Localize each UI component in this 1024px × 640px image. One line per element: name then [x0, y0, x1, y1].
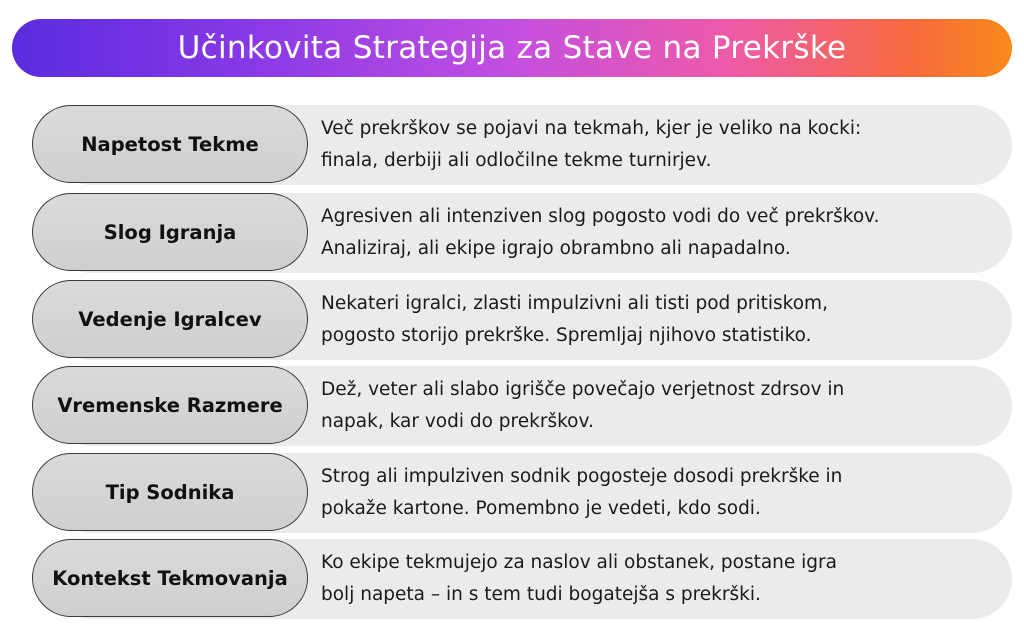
row-label-pill	[32, 280, 308, 358]
row-label-pill	[32, 366, 308, 444]
row-label: Vremenske Razmere	[57, 393, 283, 417]
description-line: Agresiven ali intenziven slog pogosto vodi do več prekrškov.	[321, 206, 880, 227]
row-label: Napetost Tekme	[81, 132, 259, 156]
page-title: Učinkovita Strategija za Stave na Prekrške	[177, 30, 847, 66]
description-line: napak, kar vodi do prekrškov.	[321, 411, 594, 432]
row-description	[321, 113, 1011, 177]
description-line: pogosto storijo prekrške. Spremljaj njihovo statistiko.	[321, 325, 812, 346]
row-description	[321, 374, 1011, 438]
row-label-pill	[32, 105, 308, 183]
row-label-pill	[32, 193, 308, 271]
description-line: Ko ekipe tekmujejo za naslov ali obstanek, postane igra	[321, 552, 837, 573]
strategy-row-napetost-tekme	[32, 105, 1012, 185]
description-line: pokaže kartone. Pomembno je vedeti, kdo sodi.	[321, 498, 761, 519]
strategy-row-slog-igranja	[32, 193, 1012, 273]
strategy-row-tip-sodnika	[32, 453, 1012, 533]
description-line: Strog ali impulziven sodnik pogosteje dosodi prekrške in	[321, 466, 843, 487]
row-description	[321, 461, 1011, 525]
description-line: Nekateri igralci, zlasti impulzivni ali tisti pod pritiskom,	[321, 293, 828, 314]
strategy-row-vremenske-razmere	[32, 366, 1012, 446]
description-line: Dež, veter ali slabo igrišče povečajo verjetnost zdrsov in	[321, 379, 845, 400]
description-line: Več prekrškov se pojavi na tekmah, kjer je veliko na kocki:	[321, 118, 862, 139]
strategy-row-kontekst-tekmovanja	[32, 539, 1012, 619]
row-label: Kontekst Tekmovanja	[52, 566, 288, 590]
row-description	[321, 201, 1011, 265]
row-label-pill	[32, 453, 308, 531]
row-description	[321, 547, 1011, 611]
row-label-pill	[32, 539, 308, 617]
description-line: finala, derbiji ali odločilne tekme turnirjev.	[321, 150, 712, 171]
description-line: Analiziraj, ali ekipe igrajo obrambno ali napadalno.	[321, 238, 791, 259]
strategy-row-vedenje-igralcev	[32, 280, 1012, 360]
row-label: Slog Igranja	[103, 220, 237, 244]
row-description	[321, 288, 1011, 352]
row-label: Tip Sodnika	[105, 480, 235, 504]
description-line: bolj napeta – in s tem tudi bogatejša s prekrški.	[321, 584, 761, 605]
row-label: Vedenje Igralcev	[78, 307, 262, 331]
